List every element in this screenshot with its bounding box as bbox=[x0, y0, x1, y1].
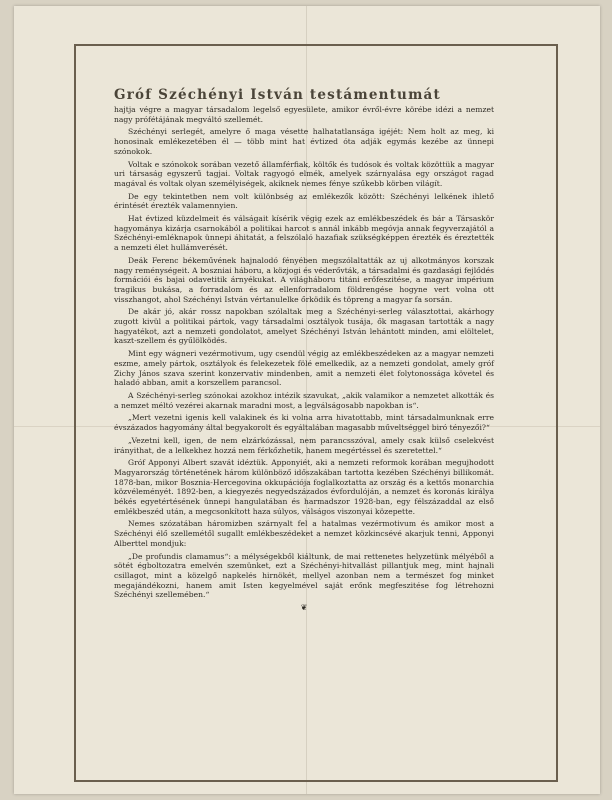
paragraph-5: Hat évtized küzdelmeit és válságait kísérik végig ezek az emlékbeszédek és bár a Társaskör hagyománya kizárja csarnokából a politikai harcot s annál inkább megóvja annak fegyverzajától a Széchényi-emléknapok ünnepi áhitatát, a felszólaló hazafiak szükségképpen érezték és éreztették a nemzeti élet hullámverését. bbox=[114, 214, 494, 253]
paragraph-1: hajtja végre a magyar társadalom legelső egyesülete, amikor évről-évre körébe idézi a nemzet nagy prófétájának megváltó szellemét. bbox=[114, 105, 494, 124]
document-title: Gróf Széchényi István testámentumát bbox=[114, 87, 441, 103]
paragraph-12: Gróf Apponyi Albert szavát idéztük. Apponyiét, aki a nemzeti reformok korában megujhodott Magyarország történetének három különböző időszakában tartotta kezében Széchényi billikomát. 1878-ban, mikor Bosznia-Hercegovina okkupációja foglalkoztatta az ország és a kettős monarchia közvéleményét. 1892-ben, a kiegyezés negyedszázados évfordulóján, a nemzet és koronás királya békés egyetértésének ünnepi hangulatában és harmadszor 1928-ban, egy félszázaddal az első emlékbeszéd után, a megcsonkított haza súlyos, válságos viszonyai közepette. bbox=[114, 458, 494, 516]
paragraph-4: De egy tekintetben nem volt különbség az emlékezők között: Széchényi lelkének ihlető érintését érezték valamennyien. bbox=[114, 191, 494, 211]
paragraph-7: De akár jó, akár rossz napokban szólaltak meg a Széchényi-serleg választottai, akárhogy zugott kivül a politikai pártok, vagy társadalmi osztályok tusája, ők magasan tartották a nagy hagyatékot, azt a nemzeti gondolatot, amelyet Széchényi István lehántott minden, ami elöltelet, kaszt-szellem és gyűlölködés. bbox=[114, 307, 494, 346]
paragraph-8: Mint egy wágneri vezérmotivum, ugy csendül végig az emlékbeszédeken az a magyar nemzeti eszme, amely pártok, osztályok és felekezetek fölé emelkedik, az a nemzeti gondolat, amely gróf Zichy János szava szerint konzervativ mindenben, amit a nemzeti élet folytonossága követel és haladó abban, amit a korszellem parancsol. bbox=[114, 349, 494, 388]
paragraph-10: „Mert vezetni igenis kell valakinek és ki volna arra hivatottabb, mint társadalmunknak erre évszázados hagyomány által begyakorolt és egyáltalában magasabb műveltséggel biró tényezői?“ bbox=[114, 413, 494, 433]
paragraph-13: Nemes szózatában háromizben szárnyalt fel a hatalmas vezérmotivum és amikor most a Széchényi élő szellemétől sugallt emlékbeszédeket a nemzet közkincsévé akarjuk tenni, Apponyi Alberttel mondjuk: bbox=[114, 519, 494, 548]
paragraph-3: Voltak e szónokok sorában vezető államférfiak, költők és tudósok és voltak közöttük a magyar uri társaság egyszerű tagjai. Voltak ragyogó elmék, amelyek szárnyalása egy országot ragad magával és voltak olyan személyiségek, akiknek nemes fénye szűkebb körben világít. bbox=[114, 159, 494, 188]
paragraph-14: „De profundis clamamus“: a mélységekből kiáltunk, de mai rettenetes helyzetünk mélyéből a sötét égboltozatra emelvén szemünket, ezt a Széchényi-hitvallást pillantjuk meg, mint hajnali csillagot, mint a közelgő napkelés hirnökét, mellyel azonban nem a természet fog minket megajándékozni, hanem amit Isten kegyelmével saját erőnk megfeszitése fog létrehozni Széchényi szellemében.“ bbox=[114, 551, 494, 600]
document-body bbox=[114, 88, 494, 616]
paragraph-2: Széchényi serlegét, amelyre ő maga vésette halhatatlansága igéjét: Nem holt az meg, ki honosinak emlékezetében él — több mint hat évtized óta adják egymás kezébe az ünnepi szónokok. bbox=[114, 127, 494, 156]
paragraph-11: „Vezetni kell, igen, de nem elzárkózással, nem parancsszóval, amely csak külső cselekvést irányithat, de a lelkekhez hozzá nem férkőzhetik, hanem megértéssel és szeretettel.“ bbox=[114, 435, 494, 455]
paragraph-9: A Széchényi-serleg szónokai azokhoz intézik szavukat, „akik valamikor a nemzetet alkották és a nemzet méltó vezérei akarnak maradni most, a legválságosabb napokban is“. bbox=[114, 390, 494, 410]
closing-ornament: ❦ bbox=[300, 603, 308, 613]
paragraph-6: Deák Ferenc békeművének hajnalodó fényében megszólaltatták az uj alkotmányos korszak nagy reménységeit. A boszniai háboru, a közjogi és véderővták, a társadalmi és gazdasági fejlődés formációi és bajai odavetitik árnyékukat. A világháboru titáni erőfeszitése, a magyar impérium tragikus bukása, a forradalom és az ellenforradalom földrengése hogyne vert volna ott visszhangot, ahol Széchényi István vértanulelke őrködik és töpreng a magyar fa sorsán. bbox=[114, 255, 494, 304]
